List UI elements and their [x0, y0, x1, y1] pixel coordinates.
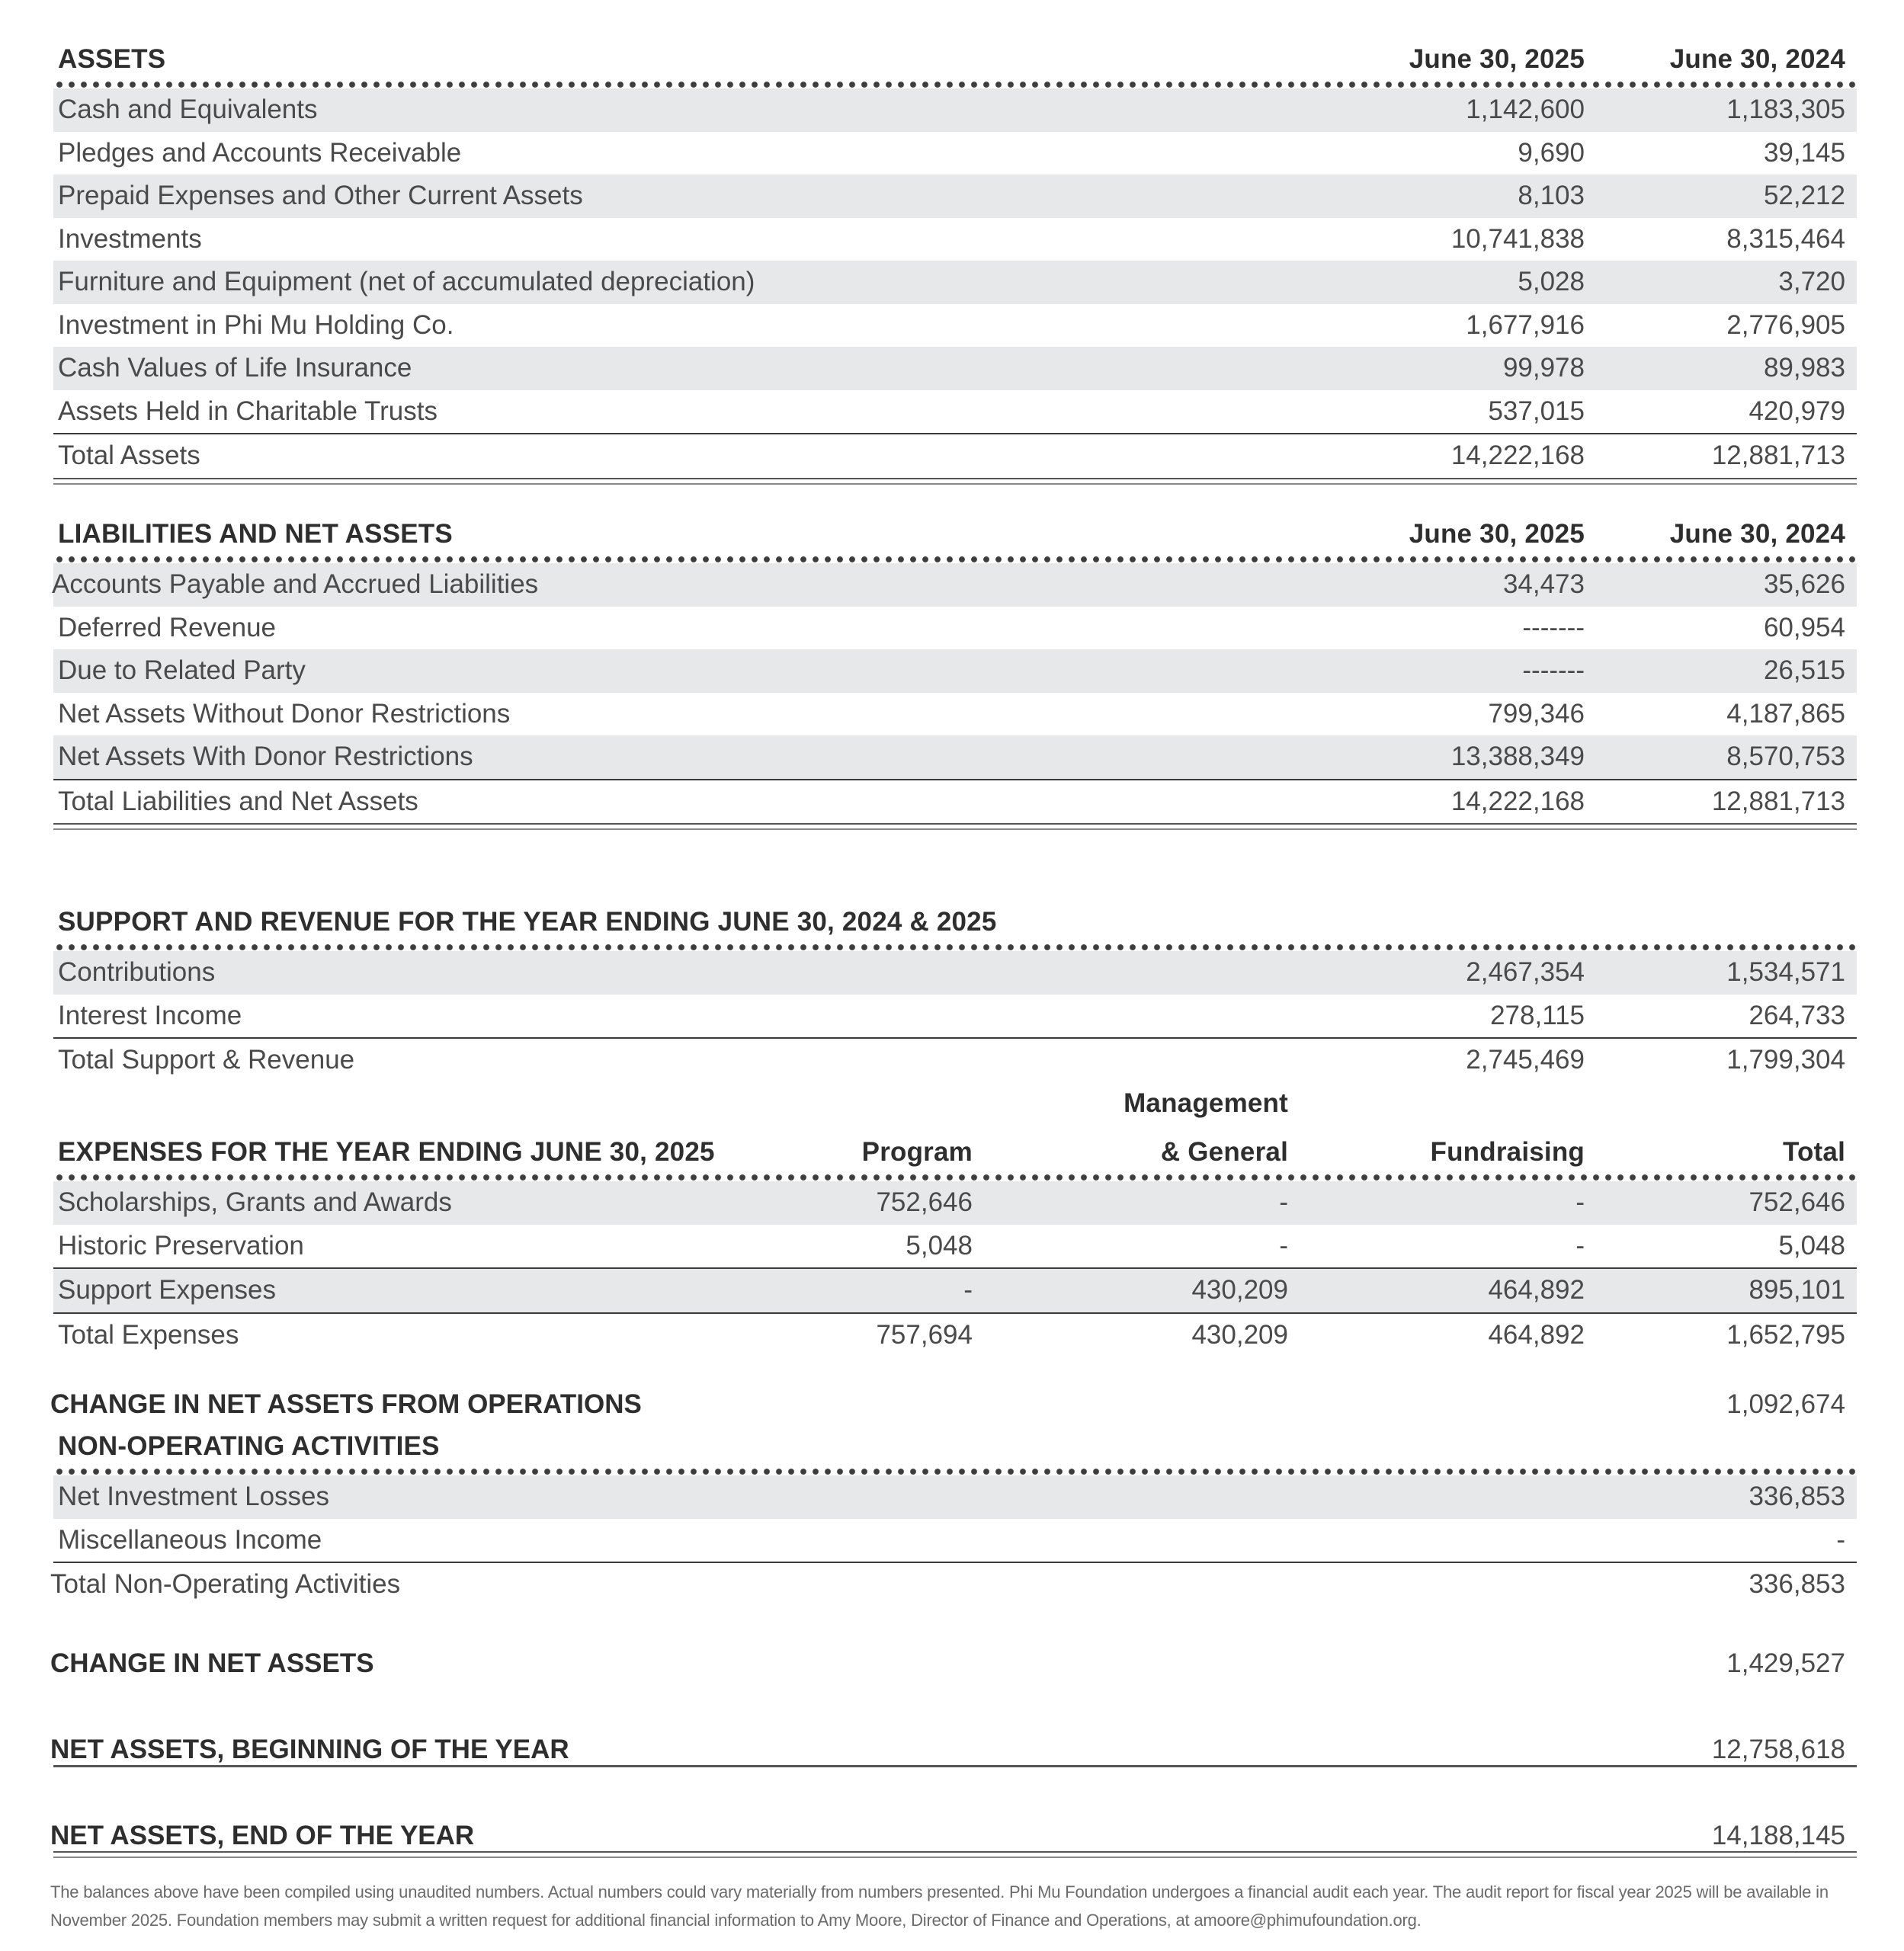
non-operating-title: NON-OPERATING ACTIVITIES — [58, 1431, 440, 1461]
row-value: 336,853 — [1749, 1569, 1845, 1599]
value-fundraising: 464,892 — [1488, 1319, 1585, 1350]
row-label: Miscellaneous Income — [58, 1524, 322, 1555]
row-label: Cash Values of Life Insurance — [58, 353, 412, 383]
value-2025: 799,346 — [1488, 698, 1585, 729]
expenses-header-top — [53, 1090, 1857, 1120]
row-label: Total Non-Operating Activities — [50, 1569, 401, 1599]
row-value: 336,853 — [1749, 1482, 1845, 1511]
total-assets-row — [53, 433, 1857, 478]
value-2024: 2,776,905 — [1726, 309, 1845, 340]
row-label: Net Assets With Donor Restrictions — [58, 742, 473, 771]
value-total: 5,048 — [1778, 1230, 1845, 1261]
value-2025: 9,690 — [1518, 137, 1585, 168]
change-operations-label: CHANGE IN NET ASSETS FROM OPERATIONS — [50, 1389, 642, 1419]
value-management: 430,209 — [1191, 1275, 1288, 1305]
value-2025: ------- — [1522, 612, 1585, 642]
value-program: 752,646 — [876, 1187, 973, 1217]
net-assets-end-label: NET ASSETS, END OF THE YEAR — [50, 1821, 475, 1850]
liabilities-header — [53, 521, 1857, 551]
value-2024: 8,570,753 — [1726, 742, 1845, 771]
value-2024: 60,954 — [1763, 612, 1845, 642]
change-operations-value: 1,092,674 — [1726, 1389, 1845, 1419]
row-label: Pledges and Accounts Receivable — [58, 137, 462, 168]
total-non-operating-row — [50, 1562, 1857, 1607]
footnote-line-2: November 2025. Foundation members may submit a written request for additional financial information to Amy Moore, Director of Finance and Operations, at amoore@phimufoundation.org. — [50, 1911, 1422, 1930]
row-label: Contributions — [58, 957, 216, 987]
total-liabilities-row — [53, 779, 1857, 824]
value-total: 895,101 — [1749, 1275, 1845, 1305]
value-2025: 537,015 — [1488, 396, 1585, 426]
table-row — [53, 304, 1857, 348]
value-2025: 1,677,916 — [1466, 309, 1585, 340]
table-row — [53, 1225, 1857, 1268]
value-2025: 13,388,349 — [1450, 742, 1585, 771]
row-label: Investments — [58, 223, 202, 254]
col-management-line2: & General — [1160, 1137, 1288, 1167]
assets-header — [53, 46, 1857, 76]
col-program: Program — [861, 1137, 973, 1167]
assets-section — [53, 46, 1857, 485]
change-in-net-assets — [50, 1648, 1857, 1687]
footnote-line-1: The balances above have been compiled using unaudited numbers. Actual numbers could vary materially from numbers presented. Phi Mu Foundation undergoes a financial audit each year. The audit report for fiscal year 2025 will be available in — [50, 1882, 1829, 1901]
value-2025: 5,028 — [1518, 267, 1585, 296]
liabilities-col-2025: June 30, 2025 — [1409, 519, 1585, 549]
value-2025: 14,222,168 — [1450, 786, 1585, 816]
table-row — [53, 607, 1857, 650]
table-row — [53, 347, 1857, 390]
value-2025: 2,745,469 — [1466, 1045, 1585, 1075]
table-row — [53, 951, 1857, 995]
expenses-title: EXPENSES FOR THE YEAR ENDING JUNE 30, 2025 — [58, 1137, 715, 1167]
rule — [53, 1765, 1857, 1767]
value-2025: ------- — [1522, 655, 1585, 685]
row-label: Accounts Payable and Accrued Liabilities — [52, 569, 539, 599]
value-2025: 14,222,168 — [1450, 440, 1585, 470]
value-2024: 35,626 — [1763, 569, 1845, 599]
non-operating-section — [50, 1431, 1857, 1607]
change-net-assets-label: CHANGE IN NET ASSETS — [50, 1648, 374, 1678]
row-label: Historic Preservation — [58, 1230, 304, 1261]
table-row — [53, 1519, 1857, 1562]
liabilities-section — [53, 521, 1857, 830]
value-program: - — [963, 1275, 973, 1305]
value-total: 752,646 — [1749, 1187, 1845, 1217]
change-from-operations — [50, 1389, 1857, 1427]
value-2024: 3,720 — [1778, 267, 1845, 296]
table-row — [53, 735, 1857, 779]
row-label: Assets Held in Charitable Trusts — [58, 396, 438, 426]
value-program: 5,048 — [906, 1230, 973, 1261]
value-2024: 52,212 — [1763, 181, 1845, 210]
col-total: Total — [1782, 1137, 1845, 1167]
value-2024: 12,881,713 — [1711, 786, 1845, 816]
value-fundraising: - — [1575, 1187, 1585, 1217]
value-management: 430,209 — [1191, 1319, 1288, 1350]
table-row — [53, 649, 1857, 693]
value-2024: 264,733 — [1749, 1000, 1845, 1030]
row-label: Net Investment Losses — [58, 1482, 329, 1511]
non-operating-header — [53, 1433, 1857, 1463]
table-row — [53, 995, 1857, 1038]
value-2024: 26,515 — [1763, 655, 1845, 685]
row-label: Total Expenses — [58, 1319, 239, 1350]
assets-title: ASSETS — [58, 44, 166, 74]
support-revenue-section — [53, 908, 1857, 1082]
net-assets-beginning-label: NET ASSETS, BEGINNING OF THE YEAR — [50, 1735, 569, 1764]
dotted-divider — [53, 81, 1857, 88]
total-expenses-row — [53, 1312, 1857, 1357]
row-label: Support Expenses — [58, 1275, 277, 1305]
value-2024: 89,983 — [1763, 353, 1845, 383]
value-2024: 420,979 — [1749, 396, 1845, 426]
table-row — [53, 1267, 1857, 1312]
table-row — [53, 218, 1857, 261]
value-program: 757,694 — [876, 1319, 973, 1350]
table-row — [53, 563, 1857, 607]
support-title: SUPPORT AND REVENUE FOR THE YEAR ENDING JUNE 30, 2024 & 2025 — [58, 907, 997, 937]
value-fundraising: - — [1575, 1230, 1585, 1261]
value-2025: 2,467,354 — [1466, 957, 1585, 987]
dotted-divider — [53, 556, 1857, 563]
row-label: Interest Income — [58, 1000, 242, 1030]
row-label: Scholarships, Grants and Awards — [58, 1187, 452, 1217]
row-label: Prepaid Expenses and Other Current Assets — [58, 181, 583, 210]
row-label: Investment in Phi Mu Holding Co. — [58, 309, 454, 340]
value-2024: 1,183,305 — [1726, 95, 1845, 124]
value-2024: 4,187,865 — [1726, 698, 1845, 729]
row-label: Furniture and Equipment (net of accumulated depreciation) — [58, 267, 755, 296]
liabilities-title: LIABILITIES AND NET ASSETS — [58, 519, 453, 549]
value-total: 1,652,795 — [1726, 1319, 1845, 1350]
value-2024: 8,315,464 — [1726, 223, 1845, 254]
dotted-divider — [53, 1174, 1857, 1181]
footnote — [50, 1878, 1864, 1934]
table-row — [53, 261, 1857, 304]
value-fundraising: 464,892 — [1488, 1275, 1585, 1305]
change-net-assets-value: 1,429,527 — [1726, 1648, 1845, 1678]
value-2024: 1,534,571 — [1726, 957, 1845, 987]
net-assets-end-value: 14,188,145 — [1711, 1821, 1845, 1850]
col-fundraising: Fundraising — [1430, 1137, 1585, 1167]
row-label: Due to Related Party — [58, 655, 306, 685]
value-2025: 99,978 — [1502, 353, 1585, 383]
value-2024: 39,145 — [1763, 137, 1845, 168]
row-label: Deferred Revenue — [58, 612, 276, 642]
value-2024: 12,881,713 — [1711, 440, 1845, 470]
table-row — [53, 1181, 1857, 1225]
table-row — [53, 132, 1857, 175]
dotted-divider — [53, 1468, 1857, 1475]
value-2024: 1,799,304 — [1726, 1045, 1845, 1075]
row-label: Net Assets Without Donor Restrictions — [58, 698, 511, 729]
assets-col-2025: June 30, 2025 — [1409, 44, 1585, 74]
expenses-header — [53, 1139, 1857, 1169]
row-label: Total Liabilities and Net Assets — [58, 786, 418, 816]
value-2025: 10,741,838 — [1450, 223, 1585, 254]
value-2025: 8,103 — [1518, 181, 1585, 210]
row-label: Total Assets — [58, 440, 200, 470]
value-2025: 34,473 — [1502, 569, 1585, 599]
value-management: - — [1279, 1230, 1288, 1261]
table-row — [53, 390, 1857, 434]
expenses-section — [53, 1090, 1857, 1357]
assets-col-2024: June 30, 2024 — [1669, 44, 1845, 74]
row-label: Cash and Equivalents — [58, 95, 318, 124]
col-management-line1: Management — [1123, 1088, 1288, 1118]
table-row — [53, 88, 1857, 132]
double-rule — [53, 478, 1857, 485]
liabilities-col-2024: June 30, 2024 — [1669, 519, 1845, 549]
total-support-row — [53, 1037, 1857, 1082]
table-row — [53, 1475, 1857, 1519]
row-value: - — [1836, 1524, 1845, 1555]
value-2025: 1,142,600 — [1466, 95, 1585, 124]
table-row — [53, 175, 1857, 218]
value-2025: 278,115 — [1490, 1000, 1585, 1030]
support-header — [53, 908, 1857, 939]
table-row — [53, 693, 1857, 736]
dotted-divider — [53, 943, 1857, 951]
row-label: Total Support & Revenue — [58, 1045, 355, 1075]
double-rule — [53, 1851, 1857, 1858]
net-assets-beginning-value: 12,758,618 — [1711, 1735, 1845, 1764]
value-management: - — [1279, 1187, 1288, 1217]
double-rule — [53, 823, 1857, 830]
